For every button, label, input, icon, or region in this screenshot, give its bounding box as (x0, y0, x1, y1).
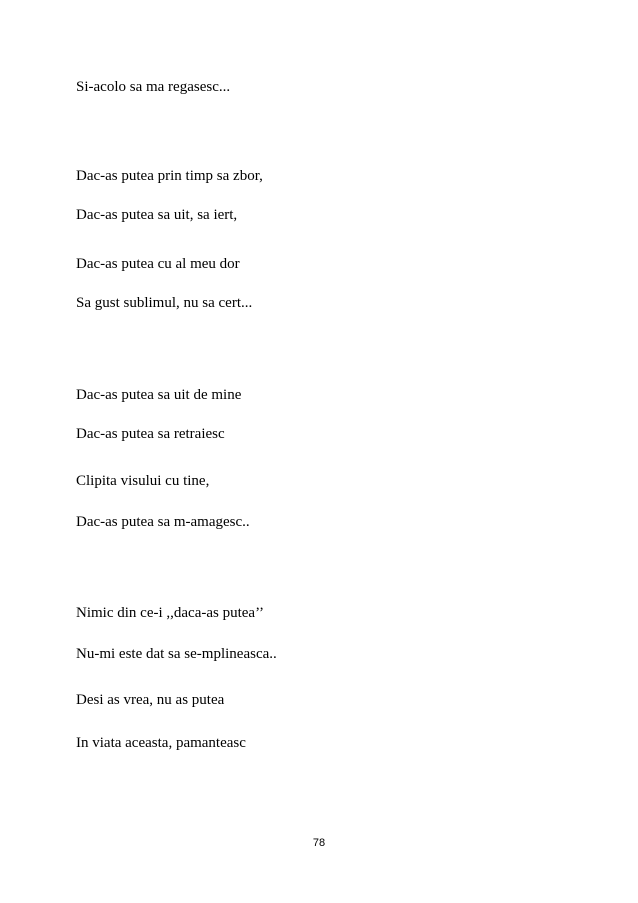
poem-line: Dac-as putea sa retraiesc (76, 426, 225, 442)
poem-line: Dac-as putea cu al meu dor (76, 256, 240, 272)
poem-line: Nimic din ce-i ,,daca-as putea’’ (76, 605, 264, 621)
poem-line: Desi as vrea, nu as putea (76, 692, 225, 708)
poem-line: Si-acolo sa ma regasesc... (76, 79, 231, 95)
poem-line: Nu-mi este dat sa se-mplineasca.. (76, 646, 277, 662)
poem-line: Clipita visului cu tine, (76, 473, 210, 489)
poem-line: In viata aceasta, pamanteasc (76, 735, 246, 751)
poem-line: Dac-as putea sa uit, sa iert, (76, 207, 238, 223)
poem-line: Dac-as putea sa uit de mine (76, 387, 242, 403)
poem-line: Sa gust sublimul, nu sa cert... (76, 295, 253, 311)
poem-line: Dac-as putea sa m-amagesc.. (76, 514, 250, 530)
page-number: 78 (312, 837, 326, 849)
poem-line: Dac-as putea prin timp sa zbor, (76, 168, 263, 184)
